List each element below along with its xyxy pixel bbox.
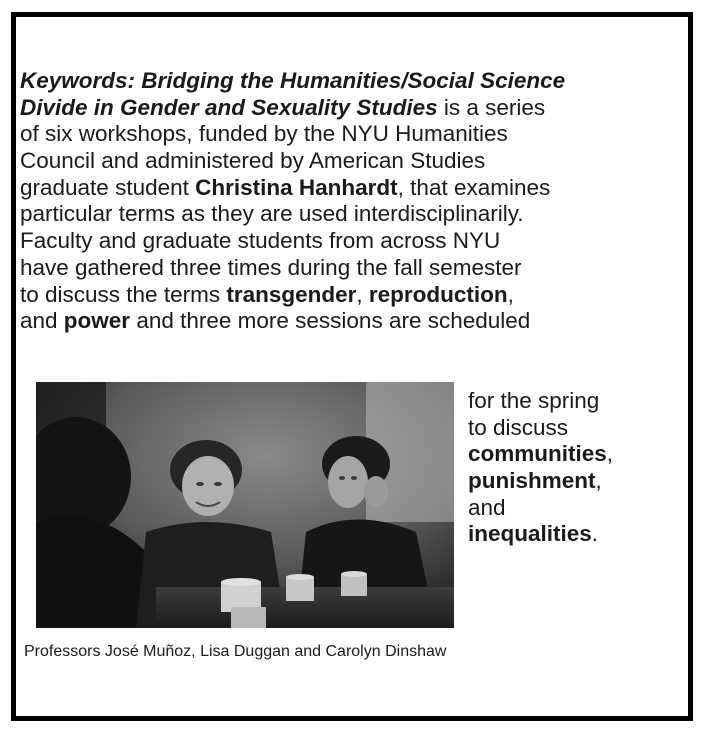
article-side-text (468, 388, 613, 548)
side-line-6 (468, 521, 613, 548)
term-punishment: punishment (468, 468, 596, 494)
article-line-1 (20, 68, 686, 95)
article-line-8: have gathered three times during the fall semester (20, 254, 522, 280)
side-text: . (591, 521, 599, 547)
series-title-part-1: Keywords: Bridging the Humanities/Social Science (20, 68, 566, 93)
workshop-photo (36, 382, 454, 628)
article-text: is a series (437, 94, 546, 120)
article-line-10 (20, 308, 686, 335)
side-line-4 (468, 468, 613, 495)
article-text: , that examines (397, 174, 551, 200)
administrator-name: Christina Hanhardt (195, 174, 398, 200)
term-power: power (63, 308, 131, 334)
term-reproduction: reproduction (368, 281, 508, 307)
photo-image (36, 382, 454, 628)
article-line-7: Faculty and graduate students from across NYU (20, 228, 501, 254)
article-text: and (20, 308, 64, 334)
article-line-4: Council and administered by American Studies (20, 148, 486, 174)
series-title-part-2: Divide in Gender and Sexuality Studies (20, 94, 438, 120)
article-line-6: particular terms as they are used interdisciplinarily. (20, 201, 524, 227)
term-transgender: transgender (226, 281, 357, 307)
article-text: , (356, 281, 369, 307)
term-communities: communities (468, 441, 607, 467)
article-body (20, 68, 686, 335)
side-text: , (606, 441, 614, 467)
article-text: to discuss the terms (20, 281, 227, 307)
photo-caption: Professors José Muñoz, Lisa Duggan and Carolyn Dinshaw (24, 643, 447, 660)
side-line-2: to discuss (468, 414, 569, 440)
article-text: graduate student (20, 174, 196, 200)
side-line-3 (468, 441, 613, 468)
term-inequalities: inequalities (468, 521, 592, 547)
article-line-9 (20, 282, 686, 309)
side-text: , (595, 468, 602, 494)
article-line-5 (20, 175, 686, 202)
article-box (11, 12, 693, 721)
article-text: and three more sessions are scheduled (130, 308, 531, 334)
article-text: , (507, 281, 514, 307)
side-line-5: and (468, 494, 506, 520)
article-line-3: of six workshops, funded by the NYU Humanities (20, 121, 508, 147)
article-line-2 (20, 95, 686, 122)
side-line-1: for the spring (468, 388, 600, 413)
